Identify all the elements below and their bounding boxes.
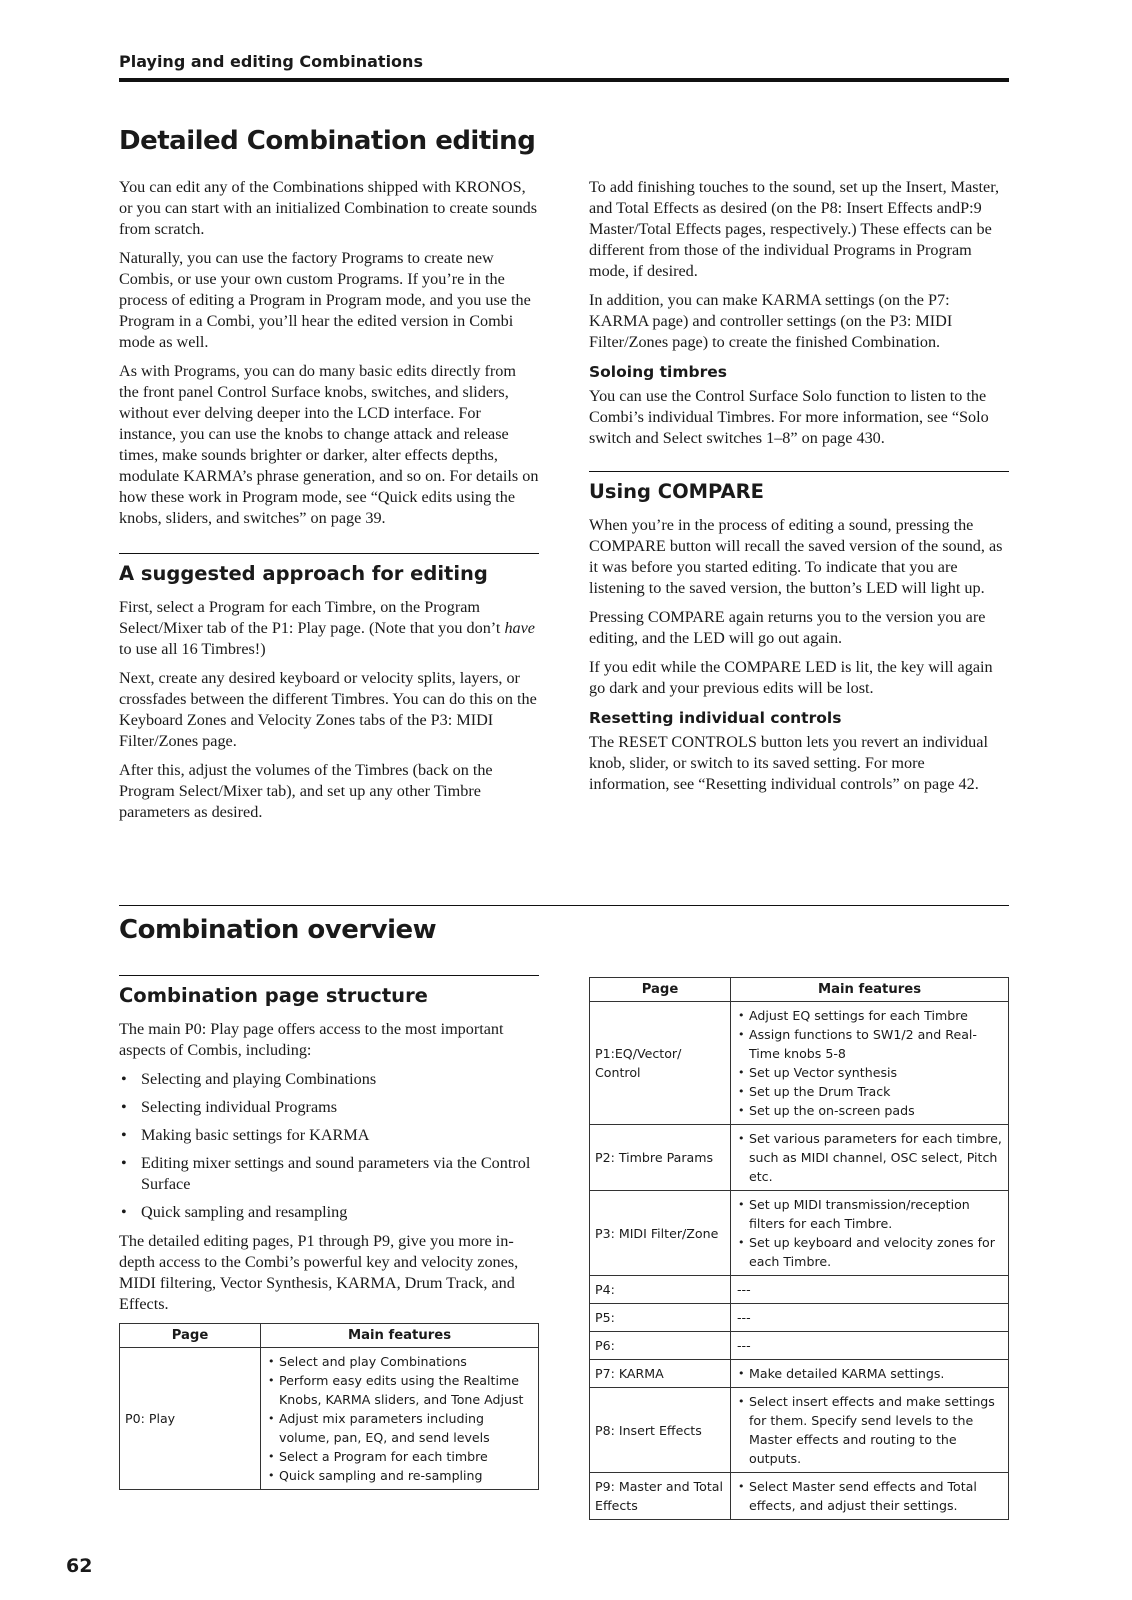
section1-right-column: [589, 177, 1009, 803]
table-body: [120, 1348, 539, 1490]
paragraph: Naturally, you can use the factory Programs to create new Combis, or use your own custom Programs. If you’re in the process of editing a Program in Program mode, and you use the Program in a Combi, you’ll hear the edited version in Combi mode as well.: [119, 249, 531, 351]
section2-left-column: [119, 975, 539, 1490]
page-cell: P4:: [590, 1276, 731, 1304]
page-cell: P2: Timbre Params: [590, 1125, 731, 1191]
features-list: [737, 1195, 1004, 1271]
feature-item: • Adjust EQ settings for each Timbre: [737, 1006, 1004, 1025]
table-row: [590, 1191, 1009, 1276]
page-cell: P3: MIDI Filter/Zone: [590, 1191, 731, 1276]
list-item: • Making basic settings for KARMA: [119, 1125, 539, 1146]
heading-using-compare: Using COMPARE: [589, 471, 1009, 503]
page-cell: P1:EQ/Vector/ Control: [590, 1002, 731, 1125]
section-divider: [119, 905, 1009, 906]
section-title-combination-overview: Combination overview: [119, 915, 437, 945]
features-cell: [731, 1276, 1009, 1304]
page-cell: P6:: [590, 1332, 731, 1360]
column-header-features: Main features: [261, 1324, 539, 1348]
heading-suggested-approach: A suggested approach for editing: [119, 553, 539, 585]
page-cell: P5:: [590, 1304, 731, 1332]
features-list: [267, 1352, 534, 1485]
paragraph: If you edit while the COMPARE LED is lit, the key will again go dark and your previous edits will be lost.: [589, 658, 993, 697]
page-cell: P8: Insert Effects: [590, 1388, 731, 1473]
paragraph: After this, adjust the volumes of the Timbres (back on the Program Select/Mixer tab), and set up any other Timbre parameters as desired.: [119, 761, 493, 821]
paragraph: The detailed editing pages, P1 through P9, give you more in-depth access to the Combi’s powerful key and velocity zones, MIDI filtering, Vector Synthesis, KARMA, Drum Track, and Effects.: [119, 1232, 519, 1313]
paragraph: You can use the Control Surface Solo function to listen to the Combi’s individual Timbres. For more information, see “Solo switch and Select switches 1–8” on page 430.: [589, 387, 989, 447]
table-body: [590, 1002, 1009, 1520]
feature-item: • Quick sampling and re-sampling: [267, 1466, 534, 1485]
features-list: [737, 1129, 1004, 1186]
paragraph: When you’re in the process of editing a sound, pressing the COMPARE button will recall the saved version of the sound, as it was before you started editing. To indicate that you are listening to the saved version, the button’s LED will light up.: [589, 516, 1003, 597]
list-item: • Selecting individual Programs: [119, 1097, 539, 1118]
list-item: • Editing mixer settings and sound parameters via the Control Surface: [119, 1153, 539, 1195]
p0-features-table: [119, 1323, 539, 1490]
features-list: [737, 1364, 1004, 1383]
feature-text: ---: [737, 1338, 751, 1353]
feature-item: • Set up Vector synthesis: [737, 1063, 1004, 1082]
page-cell: P9: Master and Total Effects: [590, 1473, 731, 1520]
feature-item: • Set various parameters for each timbre, such as MIDI channel, OSC select, Pitch etc.: [737, 1129, 1004, 1186]
features-cell: [731, 1304, 1009, 1332]
features-cell: [731, 1388, 1009, 1473]
feature-text: ---: [737, 1282, 751, 1297]
feature-item: • Select insert effects and make settings for them. Specify send levels to the Master effects and routing to the outputs.: [737, 1392, 1004, 1468]
heading-page-structure: Combination page structure: [119, 975, 539, 1007]
table-row: [590, 1002, 1009, 1125]
emphasis: have: [504, 619, 535, 637]
feature-item: • Select and play Combinations: [267, 1352, 534, 1371]
table-row: [120, 1348, 539, 1490]
features-list: [737, 1392, 1004, 1468]
table-row: [590, 1125, 1009, 1191]
features-cell: [731, 1473, 1009, 1520]
table-row: [590, 1304, 1009, 1332]
table-row: [590, 1473, 1009, 1520]
section2-right-column: [589, 977, 1009, 1520]
features-cell: [731, 1332, 1009, 1360]
features-cell: [731, 1360, 1009, 1388]
section1-left-column: [119, 177, 539, 831]
text-run: First, select a Program for each Timbre, on the Program Select/Mixer tab of the P1: Play page. (Note that you don’t: [119, 598, 505, 637]
page-cell: P7: KARMA: [590, 1360, 731, 1388]
feature-item: • Set up keyboard and velocity zones for each Timbre.: [737, 1233, 1004, 1271]
table-row: [590, 1332, 1009, 1360]
features-list: [737, 1477, 1004, 1515]
table-row: [590, 1276, 1009, 1304]
feature-item: • Select a Program for each timbre: [267, 1447, 534, 1466]
column-header-page: Page: [120, 1324, 261, 1348]
page-number: 62: [66, 1555, 93, 1577]
table-row: [590, 1360, 1009, 1388]
paragraph: To add finishing touches to the sound, set up the Insert, Master, and Total Effects as desired (on the P8: Insert Effects andP:9 Master/Total Effects pages, respectively.) These effects can be different from those of the individual Programs in Program mode, if desired.: [589, 178, 1000, 280]
section-title-detailed-editing: Detailed Combination editing: [119, 126, 536, 156]
heading-resetting-controls: Resetting individual controls: [589, 709, 842, 727]
feature-item: • Make detailed KARMA settings.: [737, 1364, 1004, 1383]
page-features-table: [589, 977, 1009, 1520]
feature-item: • Perform easy edits using the Realtime Knobs, KARMA sliders, and Tone Adjust: [267, 1371, 534, 1409]
paragraph: In addition, you can make KARMA settings (on the P7: KARMA page) and controller settings (on the P3: MIDI Filter/Zones page) to create the finished Combination.: [589, 291, 953, 351]
features-cell: [261, 1348, 539, 1490]
paragraph: [119, 597, 539, 660]
list-item: • Selecting and playing Combinations: [119, 1069, 539, 1090]
feature-item: • Set up the on-screen pads: [737, 1101, 1004, 1120]
feature-item: • Set up MIDI transmission/reception filters for each Timbre.: [737, 1195, 1004, 1233]
paragraph: The main P0: Play page offers access to the most important aspects of Combis, including:: [119, 1020, 504, 1059]
paragraph: You can edit any of the Combinations shipped with KRONOS, or you can start with an initialized Combination to create sounds from scratch.: [119, 178, 538, 238]
feature-text: ---: [737, 1310, 751, 1325]
features-list: [737, 1006, 1004, 1120]
paragraph: Next, create any desired keyboard or velocity splits, layers, or crossfades between the different Timbres. You can do this on the Keyboard Zones and Velocity Zones tabs of the P3: MIDI Filter/Zones page.: [119, 669, 537, 750]
column-header-features: Main features: [731, 978, 1009, 1002]
column-header-page: Page: [590, 978, 731, 1002]
features-cell: [731, 1125, 1009, 1191]
feature-item: • Assign functions to SW1/2 and Real-Time knobs 5-8: [737, 1025, 1004, 1063]
feature-item: • Adjust mix parameters including volume, pan, EQ, and send levels: [267, 1409, 534, 1447]
feature-item: • Set up the Drum Track: [737, 1082, 1004, 1101]
list-item: • Quick sampling and resampling: [119, 1202, 539, 1223]
heading-soloing-timbres: Soloing timbres: [589, 363, 727, 381]
paragraph: As with Programs, you can do many basic edits directly from the front panel Control Surface knobs, switches, and sliders, without ever delving deeper into the LCD interface. For instance, you can use the knobs to change attack and release times, make sounds brighter or darker, alter effects depths, modulate KARMA’s phrase generation, and so on. For details on how these work in Program mode, see “Quick edits using the knobs, sliders, and switches” on page 39.: [119, 362, 539, 527]
running-head: Playing and editing Combinations: [119, 52, 1009, 82]
paragraph: Pressing COMPARE again returns you to the version you are editing, and the LED will go out again.: [589, 608, 986, 647]
table-row: [590, 1388, 1009, 1473]
features-cell: [731, 1002, 1009, 1125]
page-cell: P0: Play: [120, 1348, 261, 1490]
feature-item: • Select Master send effects and Total effects, and adjust their settings.: [737, 1477, 1004, 1515]
text-run: to use all 16 Timbres!): [119, 640, 266, 658]
paragraph: The RESET CONTROLS button lets you revert an individual knob, slider, or switch to its saved setting. For more information, see “Resetting individual controls” on page 42.: [589, 733, 988, 793]
features-cell: [731, 1191, 1009, 1276]
feature-bullet-list: [119, 1069, 539, 1223]
